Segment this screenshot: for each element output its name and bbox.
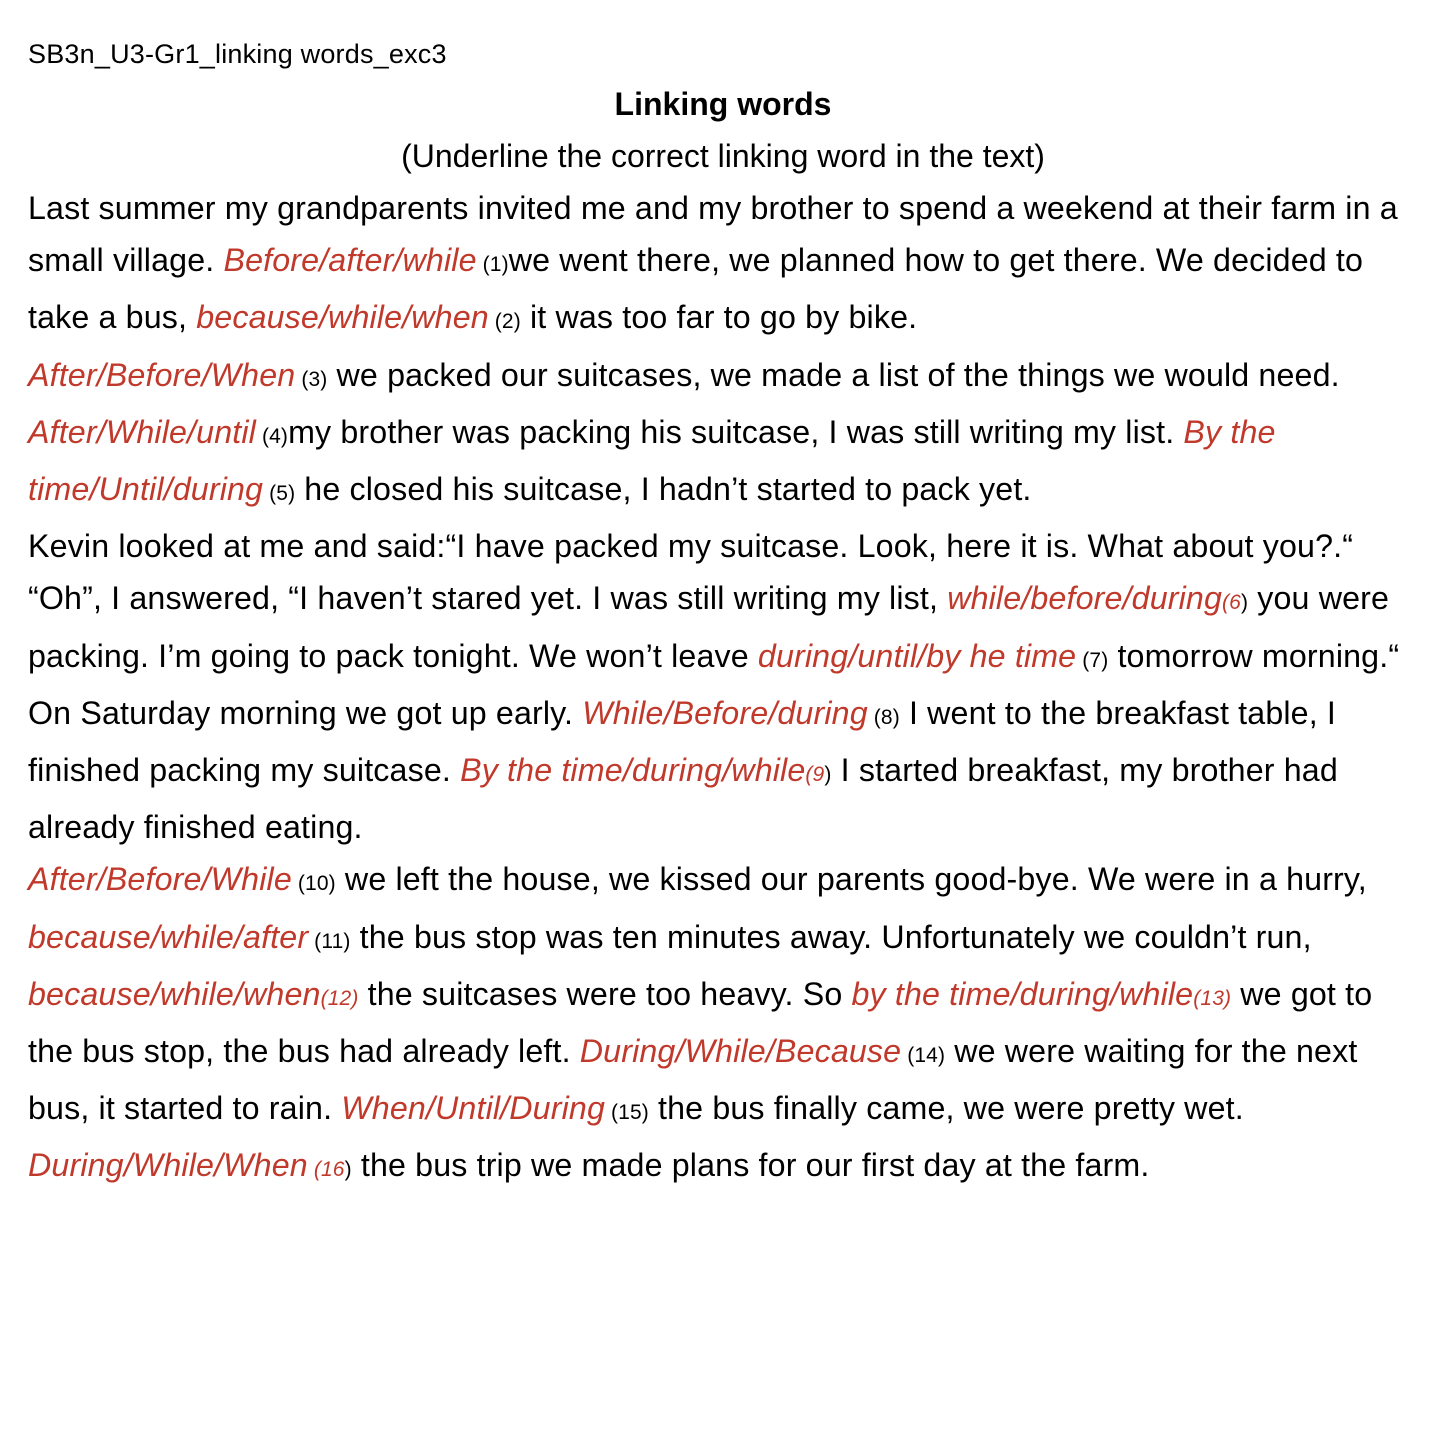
option-choice-8[interactable]: While/Before/during [582, 694, 868, 731]
text-segment: On Saturday morning we got up early. [28, 694, 583, 731]
gap-number-16-close: ) [344, 1158, 352, 1182]
text-segment: Last summer my grandparents invited me and my brother to spend a weekend at their farm in a small village. [28, 190, 1398, 279]
text-segment: we packed our suitcases, we made a list of the things we would need. [327, 356, 1340, 393]
text-segment: it was too far to go by bike. [520, 299, 918, 336]
text-segment: tomorrow morning.“ [1108, 637, 1400, 674]
text-segment: the bus finally came, we were pretty wet. [648, 1090, 1244, 1127]
text-segment: the suitcases were too heavy. So [358, 975, 852, 1012]
gap-number-1: (1) [476, 253, 509, 277]
gap-number-9-close: ) [824, 763, 832, 787]
option-choice-14[interactable]: During/While/Because [579, 1033, 902, 1070]
option-choice-16[interactable]: During/While/When [28, 1147, 308, 1184]
gap-number-11: (11) [308, 929, 351, 953]
text-segment: we went there, we planned how to get there. We decided to take a bus, [28, 242, 1364, 336]
text-segment: he closed his suitcase, I hadn’t started to pack yet. [295, 471, 1032, 508]
gap-number-3: (3) [295, 367, 328, 391]
gap-number-4: (4) [255, 424, 289, 448]
option-choice-13[interactable]: by the time/during/while [851, 975, 1194, 1012]
option-choice-12[interactable]: because/while/when [28, 975, 321, 1012]
gap-number-8: (8) [867, 705, 900, 729]
text-segment: my brother was packing his suitcase, I was still writing my list. [288, 413, 1184, 450]
gap-number-12: (12) [320, 986, 359, 1010]
exercise-text [28, 182, 1418, 1197]
text-segment: I went to the breakfast table, I finished packing my suitcase. [28, 694, 1337, 789]
paragraph-2 [28, 349, 1418, 521]
text-segment: the bus stop was ten minutes away. Unfortunately we couldn’t run, [350, 918, 1312, 955]
instruction: (Underline the correct linking word in the text) [401, 138, 1045, 174]
paragraph-4 [28, 572, 1418, 686]
option-choice-9[interactable]: By the time/during/while [460, 752, 806, 789]
option-choice-1[interactable]: Before/after/while [223, 242, 477, 279]
text-segment: the bus trip we made plans for our first day at the farm. [351, 1147, 1150, 1184]
option-choice-6[interactable]: while/before/during [947, 580, 1223, 617]
text-segment: Kevin looked at me and said:“I have packed my suitcase. Look, here it is. What about you?.“ [28, 528, 1354, 565]
gap-number-6-close: ) [1241, 591, 1249, 615]
text-segment: we were waiting for the next bus, it started to rain. [28, 1033, 1358, 1127]
text-segment: I started breakfast, my brother had already finished eating. [28, 752, 1338, 846]
page-title: Linking words [614, 86, 832, 122]
paragraph-6 [28, 853, 1418, 1196]
gap-number-16: (16 [307, 1158, 345, 1182]
text-segment: “Oh”, I answered, “I haven’t stared yet. I was still writing my list, [28, 580, 948, 617]
option-choice-11[interactable]: because/while/after [28, 918, 309, 955]
gap-number-6: (6 [1222, 591, 1241, 615]
text-segment: we left the house, we kissed our parents good-bye. We were in a hurry, [335, 861, 1367, 898]
paragraph-1 [28, 182, 1418, 349]
paragraph-5 [28, 687, 1418, 854]
option-choice-15[interactable]: When/Until/During [341, 1090, 605, 1127]
text-segment: we got to the bus stop, the bus had already left. [28, 975, 1373, 1070]
gap-number-10: (10) [291, 872, 336, 896]
text-segment: you were packing. I’m going to pack tonight. We won’t leave [28, 580, 1390, 674]
gap-number-14: (14) [901, 1044, 946, 1068]
gap-number-13: (13) [1193, 986, 1232, 1010]
option-choice-3[interactable]: After/Before/When [28, 356, 296, 393]
document-id: SB3n_U3-Gr1_linking words_exc3 [28, 39, 447, 69]
option-choice-4[interactable]: After/While/until [28, 413, 256, 450]
paragraph-3 [28, 520, 1418, 572]
option-choice-10[interactable]: After/Before/While [28, 861, 292, 898]
gap-number-5: (5) [263, 482, 296, 506]
gap-number-9: (9 [805, 763, 825, 787]
option-choice-2[interactable]: because/while/when [196, 299, 489, 336]
option-choice-5[interactable]: By the time/Until/during [28, 413, 1276, 508]
gap-number-15: (15) [605, 1101, 649, 1125]
gap-number-2: (2) [488, 310, 521, 334]
option-choice-7[interactable]: during/until/by he time [757, 637, 1077, 674]
gap-number-7: (7) [1076, 648, 1109, 672]
